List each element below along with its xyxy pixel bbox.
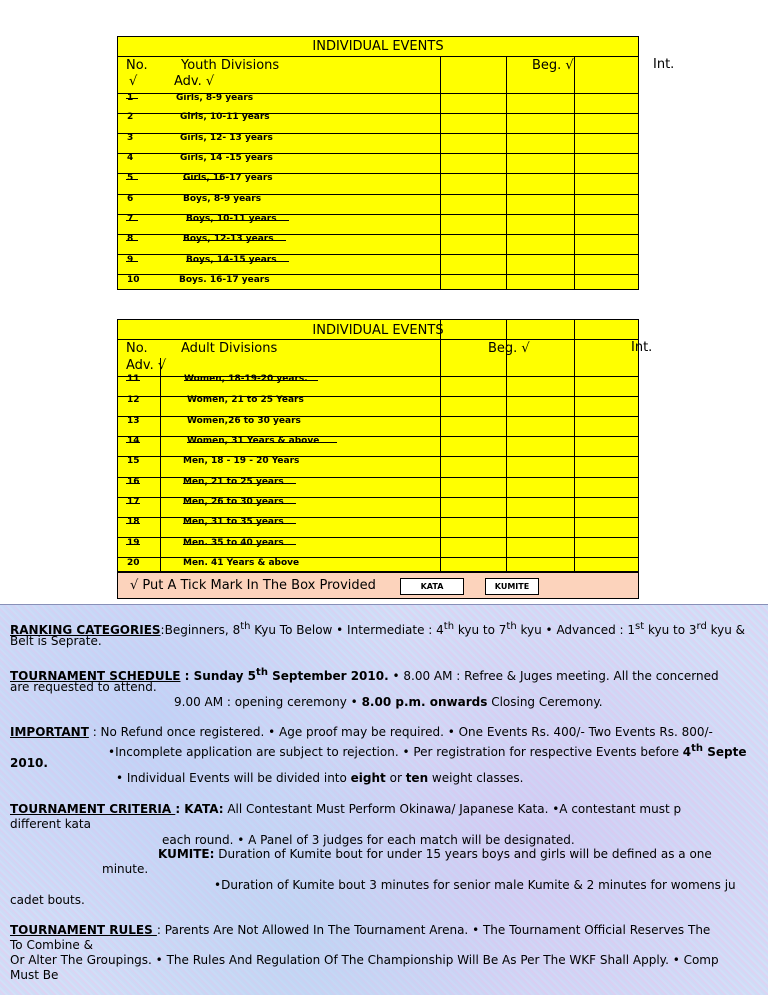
row-number: 9 bbox=[127, 255, 134, 265]
youth-events-table bbox=[117, 36, 639, 290]
schedule-line: TOURNAMENT SCHEDULE : Sunday 5th September 2010. • 8.00 AM : Refree & Juges meeting. All the concerned bbox=[10, 667, 719, 683]
division-name: Girls, 8-9 years bbox=[176, 93, 254, 103]
division-name: Girls, 10-11 years bbox=[180, 112, 270, 122]
schedule-line-2: are requested to attend. bbox=[10, 680, 157, 694]
rules-line: TOURNAMENT RULES : Parents Are Not Allowed In The Tournament Arena. • The Tournament Official Reserves The bbox=[10, 923, 711, 937]
division-name: Girls, 16-17 years bbox=[183, 173, 273, 183]
grid-line bbox=[440, 56, 441, 290]
division-name: Boys, 12-13 years bbox=[183, 234, 274, 244]
division-name: Men, 26 to 30 years bbox=[183, 497, 284, 507]
row-number: 7 bbox=[127, 214, 134, 224]
important-line-4: • Individual Events will be divided into eight or ten weight classes. bbox=[116, 771, 524, 785]
ranking-heading: RANKING CATEGORIES bbox=[10, 623, 161, 637]
kumite-checkbox[interactable]: KUMITE bbox=[485, 578, 539, 595]
division-name: Boys, 10-11 years bbox=[186, 214, 277, 224]
criteria-line-5: minute. bbox=[102, 862, 149, 876]
row-number: 1 bbox=[127, 93, 134, 103]
row-number: 17 bbox=[127, 497, 140, 507]
col-no-header: No. bbox=[126, 341, 148, 356]
row-number: 14 bbox=[127, 436, 140, 446]
criteria-heading: TOURNAMENT CRITERIA bbox=[10, 802, 176, 816]
tick-instruction-bar bbox=[117, 572, 639, 599]
division-name: Girls, 14 -15 years bbox=[180, 153, 273, 163]
col-beg-header: Beg. √ bbox=[532, 58, 574, 73]
division-name: Men, 18 - 19 - 20 Years bbox=[183, 456, 300, 466]
criteria-line-7: cadet bouts. bbox=[10, 893, 85, 907]
tournament-info-panel bbox=[0, 604, 768, 995]
col-no-header: No. bbox=[126, 58, 148, 73]
grid-line bbox=[506, 56, 507, 290]
row-number: 4 bbox=[127, 153, 134, 163]
criteria-line-4: KUMITE: Duration of Kumite bout for under 15 years boys and girls will be defined as a one bbox=[158, 847, 712, 861]
tick-mark: √ bbox=[129, 74, 138, 89]
division-name: Women, 31 Years & above bbox=[187, 436, 320, 446]
division-name: Men, 31 to 35 years bbox=[183, 517, 284, 527]
tick-instruction: √ Put A Tick Mark In The Box Provided bbox=[130, 578, 376, 593]
row-number: 8 bbox=[127, 234, 134, 244]
col-beg-header: Beg. √ bbox=[488, 341, 530, 356]
division-name: Women, 18-19-20 years. bbox=[184, 374, 308, 384]
division-name: Women,26 to 30 years bbox=[187, 416, 301, 426]
table-title: INDIVIDUAL EVENTS bbox=[312, 323, 444, 338]
rules-line-4: Must Be bbox=[10, 968, 59, 982]
row-number: 12 bbox=[127, 395, 140, 405]
grid-line bbox=[118, 339, 638, 340]
division-name: Girls, 12- 13 years bbox=[180, 133, 273, 143]
division-name: Boys. 16-17 years bbox=[179, 275, 270, 285]
criteria-line-2: different kata bbox=[10, 817, 91, 831]
row-number: 16 bbox=[127, 477, 140, 487]
division-name: Women, 21 to 25 Years bbox=[187, 395, 304, 405]
grid-line bbox=[440, 320, 441, 571]
division-name: Boys, 8-9 years bbox=[183, 194, 262, 204]
division-name: Boys, 14-15 years bbox=[186, 255, 277, 265]
col-int-header: Int. bbox=[631, 340, 653, 355]
ranking-line-2: Belt is Seprate. bbox=[10, 634, 102, 648]
ranking-line: RANKING CATEGORIES:Beginners, 8th Kyu To Below • Intermediate : 4th kyu to 7th kyu • Advanced : 1st kyu to 3rd kyu & bbox=[10, 621, 746, 637]
criteria-line-3: each round. • A Panel of 3 judges for each match will be designated. bbox=[162, 833, 575, 847]
division-name: Men. 35 to 40 years bbox=[183, 538, 284, 548]
division-name: Men, 21 to 25 years bbox=[183, 477, 284, 487]
grid-line bbox=[574, 320, 575, 571]
grid-line bbox=[118, 56, 638, 57]
col-adv-header: Adv. √ bbox=[126, 358, 167, 373]
row-number: 6 bbox=[127, 194, 134, 204]
row-number: 15 bbox=[127, 456, 140, 466]
col-divisions-header: Adult Divisions bbox=[181, 341, 278, 356]
important-line-3: 2010. bbox=[10, 756, 48, 770]
adult-events-table bbox=[117, 319, 639, 572]
row-number: 18 bbox=[127, 517, 140, 527]
division-name: Men. 41 Years & above bbox=[183, 558, 300, 568]
grid-line bbox=[160, 358, 161, 571]
important-heading: IMPORTANT bbox=[10, 725, 89, 739]
row-number: 10 bbox=[127, 275, 140, 285]
row-number: 11 bbox=[127, 374, 140, 384]
row-number: 3 bbox=[127, 133, 134, 143]
rules-line-2: To Combine & bbox=[10, 938, 93, 952]
kata-checkbox[interactable]: KATA bbox=[400, 578, 464, 595]
row-number: 13 bbox=[127, 416, 140, 426]
criteria-line-6: •Duration of Kumite bout 3 minutes for senior male Kumite & 2 minutes for womens ju bbox=[214, 878, 736, 892]
rules-heading: TOURNAMENT RULES bbox=[10, 923, 157, 937]
important-line: IMPORTANT : No Refund once registered. • Age proof may be required. • One Events Rs. 400/- Two Events Rs. 800/- bbox=[10, 725, 713, 739]
row-number: 20 bbox=[127, 558, 140, 568]
col-divisions-header: Youth Divisions bbox=[181, 58, 280, 73]
row-number: 19 bbox=[127, 538, 140, 548]
criteria-line: TOURNAMENT CRITERIA : KATA: All Contestant Must Perform Okinawa/ Japanese Kata. •A contestant must p bbox=[10, 802, 682, 816]
row-number: 5 bbox=[127, 173, 134, 183]
schedule-heading: TOURNAMENT SCHEDULE bbox=[10, 669, 181, 683]
table-title: INDIVIDUAL EVENTS bbox=[312, 39, 444, 54]
col-int-header: Int. bbox=[653, 57, 675, 72]
rules-line-3: Or Alter The Groupings. • The Rules And Regulation Of The Championship Will Be As Per The WKF Shall Apply. • Comp bbox=[10, 953, 719, 967]
row-number: 2 bbox=[127, 112, 134, 122]
schedule-line-3: 9.00 AM : opening ceremony • 8.00 p.m. onwards Closing Ceremony. bbox=[174, 695, 603, 709]
important-line-2: •Incomplete application are subject to rejection. • Per registration for respective Events before 4th Septe bbox=[108, 743, 747, 759]
col-adv-header: Adv. √ bbox=[174, 74, 215, 89]
grid-line bbox=[574, 56, 575, 290]
grid-line bbox=[506, 320, 507, 571]
